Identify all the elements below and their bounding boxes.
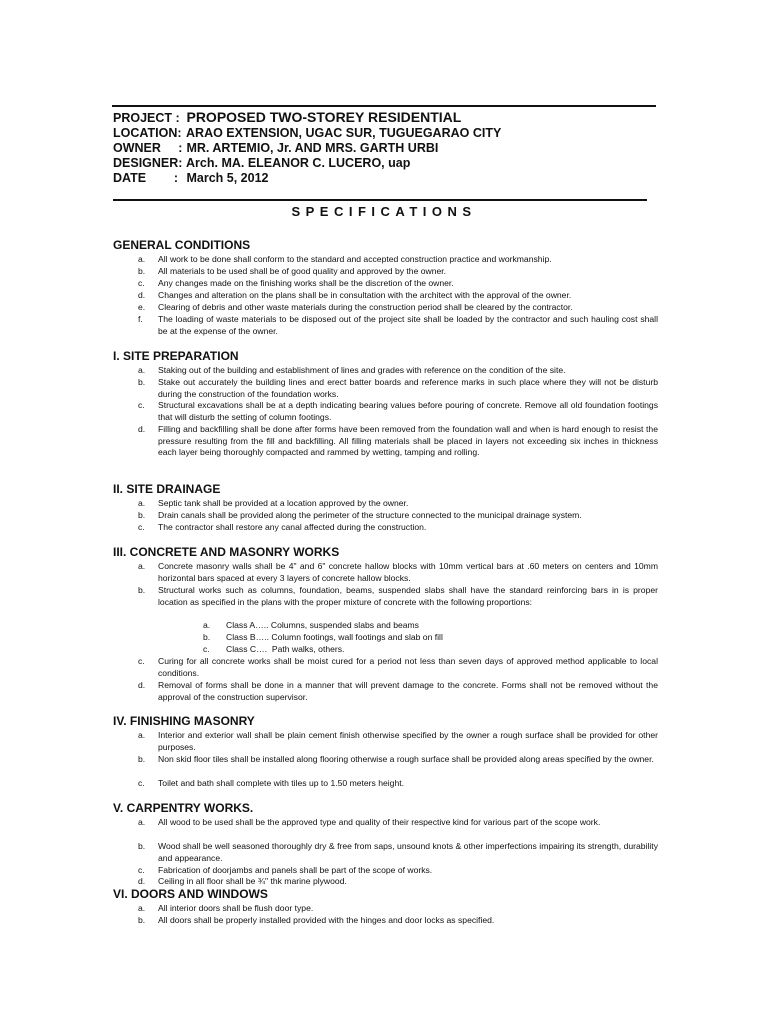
item-marker: e. bbox=[138, 302, 146, 312]
item-marker: b. bbox=[138, 585, 146, 595]
item-text: Structural works such as columns, foundation, beams, suspended slabs shall have the standard reinforcing bars in is proper location as specified in the plans with the proper mixture of concrete with the following proportions: bbox=[158, 585, 658, 607]
item-text: Wood shall be well seasoned thoroughly dry & free from saps, unsound knots & other imperfections impairing its strength, durability and appearance. bbox=[158, 841, 658, 863]
section-heading-site-preparation: I. SITE PREPARATION bbox=[113, 349, 239, 363]
item-text: Filling and backfilling shall be done after forms have been removed from the foundation wall and when is hard enough to resist the pressure resulting from the fill and backfilling. All filling materials shall be placed in layers not exceeding six inches in thickness each layer being thoroughly compacted and rammed by wetting, tamping and rolling. bbox=[158, 424, 658, 458]
item-text: Fabrication of doorjambs and panels shall be part of the scope of works. bbox=[158, 865, 433, 875]
list-item bbox=[113, 561, 658, 584]
item-marker: c. bbox=[138, 522, 145, 532]
item-marker: c. bbox=[138, 865, 145, 875]
sub-item-marker: c. bbox=[203, 644, 210, 654]
location-key: LOCATION: bbox=[113, 126, 182, 140]
item-marker: b. bbox=[138, 510, 146, 520]
item-marker: b. bbox=[138, 841, 146, 851]
specifications-title: SPECIFICATIONS bbox=[291, 204, 477, 219]
list-item bbox=[113, 266, 658, 278]
item-text: Removal of forms shall be done in a manner that will prevent damage to the concrete. Forms shall not be removed without the approval of the construction supervisor. bbox=[158, 680, 658, 702]
list-item bbox=[113, 778, 658, 790]
sub-item-marker: a. bbox=[203, 620, 211, 630]
designer-line bbox=[113, 156, 410, 171]
item-marker: b. bbox=[138, 754, 146, 764]
item-marker: a. bbox=[138, 254, 146, 264]
item-text: All materials to be used shall be of good quality and approved by the owner. bbox=[158, 266, 447, 276]
list-item bbox=[113, 876, 658, 888]
project-line bbox=[113, 110, 461, 126]
owner-value: MR. ARTEMIO, Jr. AND MRS. GARTH URBI bbox=[186, 141, 439, 155]
section-heading-carpentry-works: V. CARPENTRY WORKS. bbox=[113, 801, 254, 815]
item-text: Concrete masonry walls shall be 4" and 6" concrete hallow blocks with 10mm vertical bars at .60 meters on centers and 10mm horizontal bars spaced at every 3 layers of concrete hallow blocks. bbox=[158, 561, 658, 583]
item-text: Changes and alteration on the plans shall be in consultation with the architect with the approval of the owner. bbox=[158, 290, 572, 300]
item-text: Toilet and bath shall complete with tiles up to 1.50 meters height. bbox=[158, 778, 405, 788]
item-marker: c. bbox=[138, 656, 145, 666]
item-marker: a. bbox=[138, 365, 146, 375]
date-line bbox=[113, 171, 268, 186]
list-item bbox=[113, 841, 658, 864]
list-item bbox=[113, 377, 658, 400]
item-text: Curing for all concrete works shall be moist cured for a period not less than seven days of approved method applicable to local conditions. bbox=[158, 656, 658, 678]
item-text: Septic tank shall be provided at a location approved by the owner. bbox=[158, 498, 409, 508]
list-item bbox=[113, 400, 658, 423]
list-item bbox=[113, 302, 658, 314]
list-item bbox=[113, 424, 658, 459]
list-item bbox=[113, 254, 658, 266]
section-heading-general-conditions: GENERAL CONDITIONS bbox=[113, 238, 251, 252]
list-item bbox=[113, 656, 658, 679]
list-item bbox=[113, 314, 658, 337]
item-text: The loading of waste materials to be disposed out of the project site shall be loaded by the contractor and such hauling cost shall be at the expense of the owner. bbox=[158, 314, 658, 336]
owner-key: OWNER : bbox=[113, 141, 183, 155]
item-marker: c. bbox=[138, 778, 145, 788]
item-marker: a. bbox=[138, 730, 146, 740]
item-marker: c. bbox=[138, 400, 145, 410]
item-marker: d. bbox=[138, 876, 146, 886]
date-value: March 5, 2012 bbox=[186, 171, 269, 185]
sub-item-text: Class B….. Column footings, wall footings and slab on fill bbox=[226, 632, 443, 642]
item-text: Any changes made on the finishing works shall be the discretion of the owner. bbox=[158, 278, 454, 288]
location-value: ARAO EXTENSION, UGAC SUR, TUGUEGARAO CITY bbox=[186, 126, 502, 140]
item-marker: a. bbox=[138, 817, 146, 827]
top-rule bbox=[112, 105, 656, 107]
list-item bbox=[113, 730, 658, 753]
date-key: DATE : bbox=[113, 171, 179, 185]
item-text: All work to be done shall conform to the standard and accepted construction practice and workmanship. bbox=[158, 254, 552, 264]
item-text: Stake out accurately the building lines and erect batter boards and reference marks in such place where they will not be disturb during the construction of the foundation works. bbox=[158, 377, 658, 399]
list-item bbox=[113, 903, 658, 915]
item-marker: d. bbox=[138, 290, 146, 300]
project-value: PROPOSED TWO-STOREY RESIDENTIAL bbox=[186, 109, 462, 125]
list-item bbox=[113, 915, 658, 927]
list-item bbox=[113, 680, 658, 703]
item-marker: f. bbox=[138, 314, 143, 324]
item-marker: a. bbox=[138, 903, 146, 913]
sub-list-item bbox=[113, 644, 344, 656]
header-rule bbox=[113, 199, 647, 201]
item-text: Non skid floor tiles shall be installed along flooring otherwise a rough surface shall be provided along areas specified by the owner. bbox=[158, 754, 654, 764]
list-item bbox=[113, 522, 658, 534]
list-item bbox=[113, 498, 658, 510]
item-marker: b. bbox=[138, 915, 146, 925]
item-text: Structural excavations shall be at a depth indicating bearing values before pouring of concrete. Remove all old foundation footings that will disturb the setting of column footings. bbox=[158, 400, 658, 422]
item-text: Clearing of debris and other waste materials during the construction period shall be cleared by the contractor. bbox=[158, 302, 573, 312]
designer-key: DESIGNER: bbox=[113, 156, 183, 170]
item-text: Interior and exterior wall shall be plain cement finish otherwise specified by the owner a rough surface shall be provided for other purposes. bbox=[158, 730, 658, 752]
item-marker: b. bbox=[138, 377, 146, 387]
item-text: Staking out of the building and establishment of lines and grades with reference on the condition of the site. bbox=[158, 365, 566, 375]
item-text: All interior doors shall be flush door type. bbox=[158, 903, 314, 913]
item-text: Ceiling in all floor shall be ¾" thk marine plywood. bbox=[158, 876, 347, 886]
list-item bbox=[113, 278, 658, 290]
item-marker: d. bbox=[138, 424, 146, 434]
list-item bbox=[113, 365, 658, 377]
item-marker: a. bbox=[138, 498, 146, 508]
sub-item-text: Class A….. Columns, suspended slabs and beams bbox=[226, 620, 419, 630]
sub-list-item bbox=[113, 632, 443, 644]
item-marker: c. bbox=[138, 278, 145, 288]
list-item bbox=[113, 754, 658, 766]
section-heading-finishing-masonry: IV. FINISHING MASONRY bbox=[113, 714, 255, 728]
section-heading-concrete-masonry: III. CONCRETE AND MASONRY WORKS bbox=[113, 545, 340, 559]
project-key: PROJECT : bbox=[113, 111, 180, 125]
location-line bbox=[113, 126, 501, 141]
sub-item-text: Class C…. Path walks, others. bbox=[226, 644, 345, 654]
list-item bbox=[113, 510, 658, 522]
item-text: The contractor shall restore any canal affected during the construction. bbox=[158, 522, 427, 532]
section-heading-site-drainage: II. SITE DRAINAGE bbox=[113, 482, 221, 496]
designer-value: Arch. MA. ELEANOR C. LUCERO, uap bbox=[186, 156, 411, 170]
list-item bbox=[113, 865, 658, 877]
item-marker: a. bbox=[138, 561, 146, 571]
sub-list-item bbox=[113, 620, 419, 632]
sub-item-marker: b. bbox=[203, 632, 211, 642]
list-item bbox=[113, 290, 658, 302]
item-text: All wood to be used shall be the approved type and quality of their respective kind for various part of the scope work. bbox=[158, 817, 601, 827]
owner-line bbox=[113, 141, 438, 156]
item-text: Drain canals shall be provided along the perimeter of the structure connected to the municipal drainage system. bbox=[158, 510, 582, 520]
item-text: All doors shall be properly installed provided with the hinges and door locks as specified. bbox=[158, 915, 495, 925]
item-marker: d. bbox=[138, 680, 146, 690]
list-item bbox=[113, 817, 658, 829]
item-marker: b. bbox=[138, 266, 146, 276]
section-heading-doors-windows: VI. DOORS AND WINDOWS bbox=[113, 887, 268, 901]
list-item bbox=[113, 585, 658, 608]
